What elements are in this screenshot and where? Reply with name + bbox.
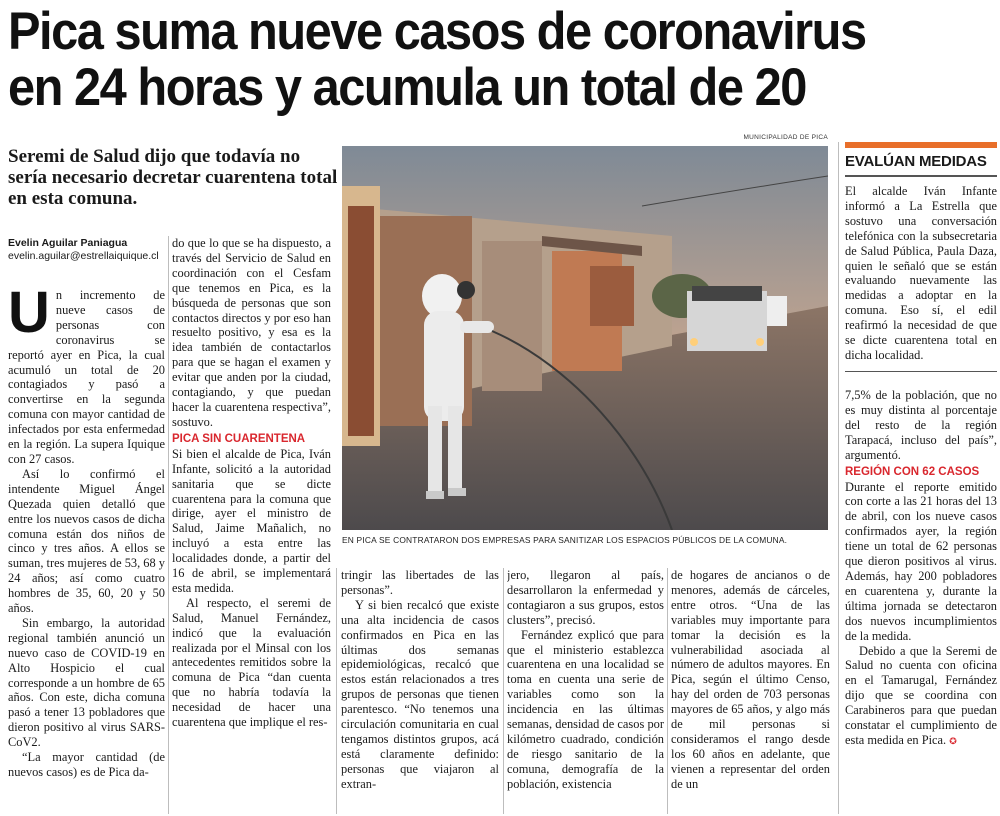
paragraph: tringir las libertades de las personas”. <box>341 568 499 597</box>
headline <box>8 4 919 116</box>
photo-caption: EN PICA SE CONTRATARON DOS EMPRESAS PARA SANITIZAR LOS ESPACIOS PÚBLICOS DE LA COMUNA. <box>342 535 788 545</box>
column-rule <box>667 568 668 814</box>
article-column-6 <box>845 388 997 814</box>
section-heading-region-con-62-casos: REGIÓN CON 62 CASOS <box>845 465 980 478</box>
end-mark-icon: ✪ <box>949 735 957 746</box>
paragraph: jero, llegaron al país, desarrollaron la enfermedad y contagiaron a sus grupos, estos clusters”, precisó. <box>507 568 664 627</box>
sidebar-accent-bar <box>845 142 997 148</box>
paragraph: Al respecto, el seremi de Salud, Manuel Fernández, indicó que la evaluación realizada por el Minsal con los antecedentes remitidos sobre la comuna de Pica “dan cuenta que no habría todavía la necesidad de hacer una cuarentena que implique el res- <box>172 595 331 730</box>
paragraph: 7,5% de la población, que no es muy distinta al porcentaje del resto de la región Tarapacá, incluso del país”, argumentó. <box>845 388 997 462</box>
headline-line-1: Pica suma nueve casos de coronavirus <box>8 2 866 61</box>
headline-line-2: en 24 horas y acumula un total de 20 <box>8 58 806 117</box>
lead-paragraph: Un incremento de nueve casos de personas con coronavirus se reportó ayer en Pica, la cual acumuló un total de 20 contagiados y pasó a convertirse en la segunda comuna con mayor cantidad de infectados por esta enfermedad en la región. La supera Iquique con 27 casos. <box>8 288 165 466</box>
paragraph: “La mayor cantidad (de nuevos casos) es de Pica da- <box>8 750 165 779</box>
article-photo <box>342 146 828 530</box>
photo-credit: MUNICIPALIDAD DE PICA <box>743 134 828 141</box>
column-rule <box>503 568 504 814</box>
author-email[interactable]: evelin.aguilar@estrellaiquique.cl <box>8 250 159 262</box>
sidebar-box <box>845 142 997 372</box>
paragraph: do que lo que se ha dispuesto, a través del Servicio de Salud en coordinación con el Cesfam que tenemos en Pica, es la búsqueda de personas que son contactos directos y por eso han resuelto positivo, y esa es la idea también de contactarlos para que se hagan el examen y evitar que anden por la ciudad, contagiando, y que puedan hacer la cuarentena respectiva”, sostuvo. <box>172 236 331 429</box>
paragraph: Si bien el alcalde de Pica, Iván Infante, solicitó a la autoridad sanitaria que se dicte cuarentena para la comuna que dirige, ayer el ministro de Salud, Jaime Mañalich, no incluyó a esta entre las localidades donde, a partir del 16 de abril, se implementará esta medida. <box>172 446 331 595</box>
sidebar-title: EVALÚAN MEDIDAS <box>845 152 997 177</box>
column-rule <box>838 142 839 814</box>
section-heading-pica-sin-cuarentena: PICA SIN CUARENTENA <box>172 432 306 445</box>
drop-cap: U <box>8 288 50 345</box>
article-column-5 <box>671 568 830 814</box>
article-column-1 <box>8 288 165 814</box>
paragraph: Fernández explicó que para que el ministerio establezca cuarentena en una localidad se toma en cuenta una serie de variables como son la incidencia en las últimas semanas, densidad de casos por kilómetro cuadrado, condición de riesgo sanitario de la comuna, demografía de la población, existencia <box>507 627 664 791</box>
paragraph: Durante el reporte emitido con corte a las 21 horas del 13 de abril, con los nueve casos confirmados ayer, la región tiene un total de 62 personas que dieron positivos al virus. Además, hay 200 pobladores en cuarentena y, durante la última jornada se detectaron dos nuevos incumplimientos de la medida. <box>845 479 997 643</box>
article-column-3 <box>341 568 499 814</box>
paragraph: Debido a que la Seremi de Salud no cuenta con oficina en el Tamarugal, Fernández dijo que se coordina con Carabineros para que puedan constatar el cumplimiento de esta medida en Pica. ✪ <box>845 643 997 747</box>
author-name: Evelin Aguilar Paniagua <box>8 237 128 249</box>
column-rule <box>168 236 169 814</box>
sanitizing-street-photo <box>342 146 828 530</box>
paragraph: Y si bien recalcó que existe una alta incidencia de casos confirmados en Pica en las últimas dos semanas epidemiológicas, recalcó que estos están relacionados a tres grupos de personas que tienen parentesco. “No tenemos una circulación comunitaria en cual tengamos distintos grupos, acá está claramente definido: personas que viajaron al extran- <box>341 597 499 791</box>
paragraph: de hogares de ancianos o de menores, además de cárceles, entre otros. “Una de las variables muy importante para tomar la decisión es la vulnerabilidad asociada al número de adultos mayores. En Pica, según el último Censo, hay del orden de 703 personas mayores de 65 años, y algo más de mil personas si consideramos el rango desde los 60 años en adelante, que vienen a representar del orden de un <box>671 568 830 791</box>
column-rule <box>336 568 337 814</box>
sidebar-body: El alcalde Iván Infante informó a La Estrella que sostuvo una conversación telefónica con la subsecretaria de Salud Pública, Paula Daza, quien le señaló que se están evaluando nuevamente las medidas a adoptar en la comuna. Eso sí, el edil reafirmó la necesidad de que se dicte cuarentena total en dicha localidad. <box>845 184 997 372</box>
paragraph: Así lo confirmó el intendente Miguel Ángel Quezada quien detalló que entre los nuevos casos de dicha comuna están dos niños de cinco y tres años. A ellos se suman, tres mujeres de 53, 68 y 24 años; así como cuatro hombres de 35, 60, 20 y 50 años. <box>8 466 165 616</box>
subhead: Seremi de Salud dijo que todavía no sería necesario decretar cuarentena total en esta comuna. <box>8 146 338 209</box>
article-column-4 <box>507 568 664 814</box>
paragraph: Sin embargo, la autoridad regional también anunció un nuevo caso de COVID-19 en Alto Hospicio el cual corresponde a un hombre de 65 años. Con este, dicha comuna pasó a tener 13 pobladores que dieron positivo al virus SARS-CoV2. <box>8 615 165 750</box>
article-column-2 <box>172 236 331 814</box>
